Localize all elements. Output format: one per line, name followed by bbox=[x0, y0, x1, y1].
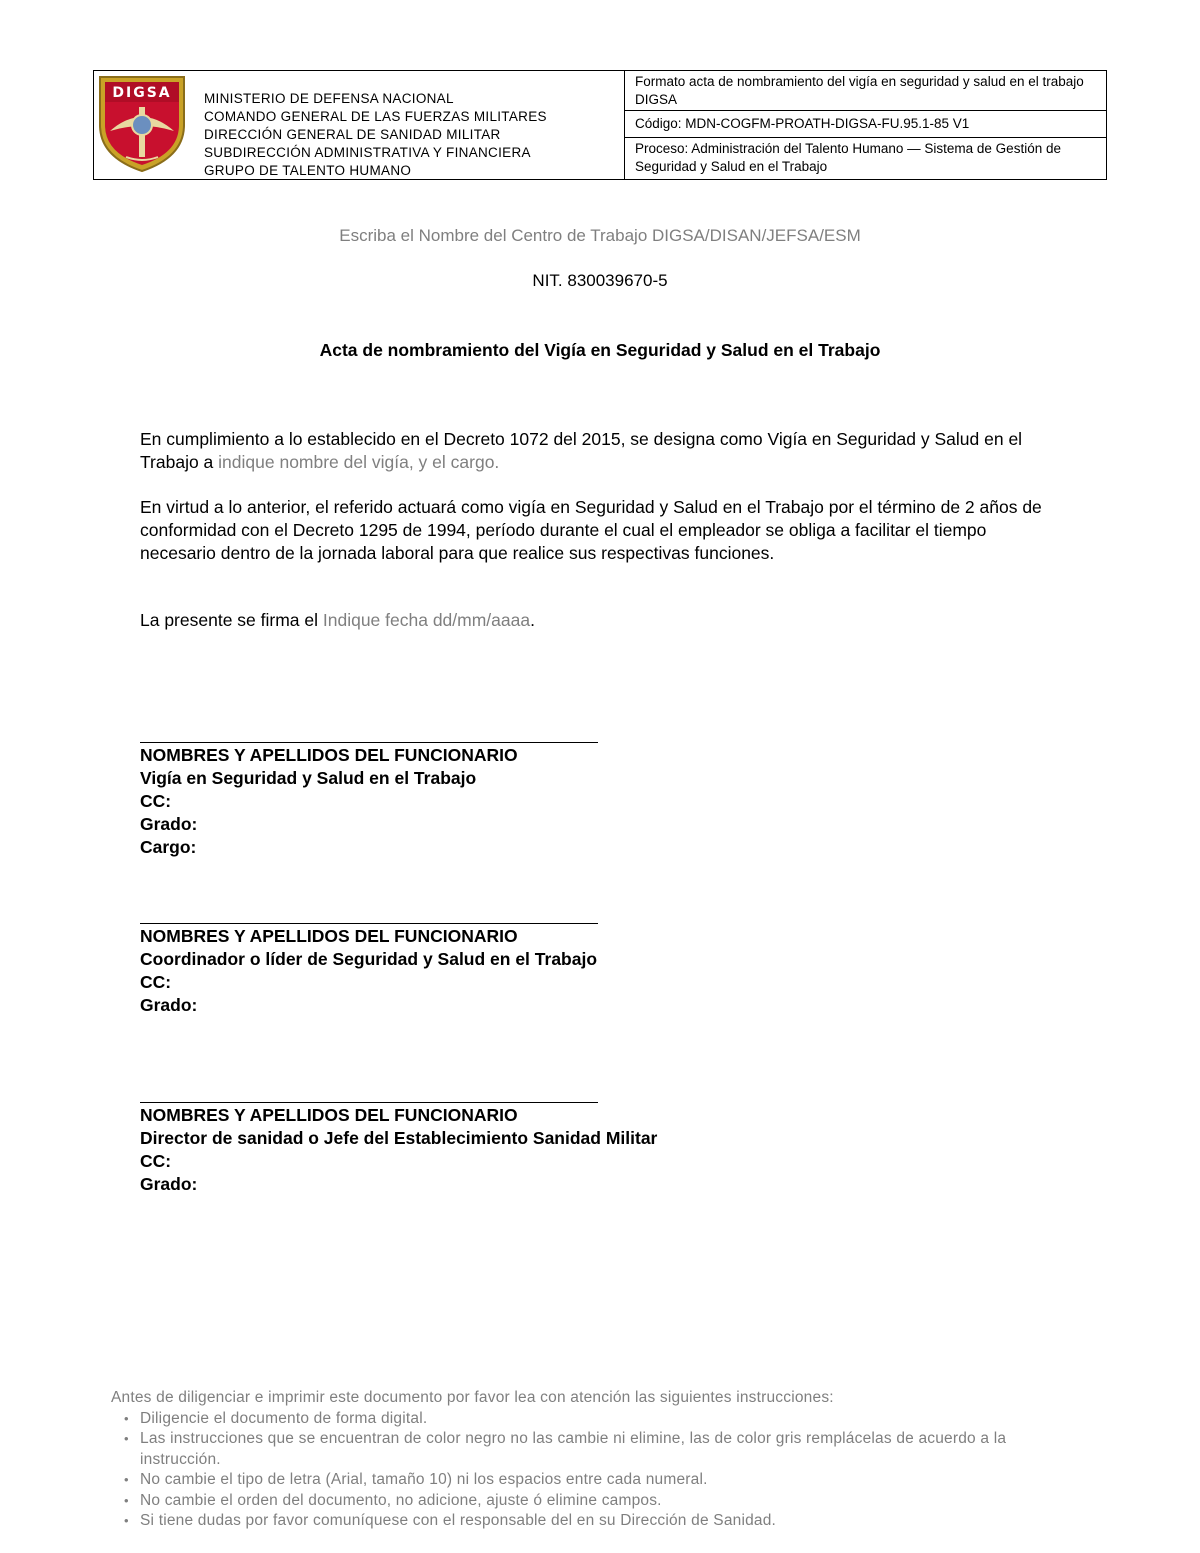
vigia-name-placeholder[interactable]: indique nombre del vigía, y el cargo. bbox=[218, 452, 500, 472]
instructions-block bbox=[111, 1388, 1091, 1532]
paragraph-designation bbox=[140, 428, 1060, 474]
ministry-line: COMANDO GENERAL DE LAS FUERZAS MILITARES bbox=[204, 109, 547, 124]
signature-position: Cargo: bbox=[140, 837, 197, 857]
signature-name: NOMBRES Y APELLIDOS DEL FUNCIONARIO bbox=[140, 745, 518, 765]
signature-line bbox=[140, 742, 598, 743]
digsa-shield-logo bbox=[96, 73, 188, 173]
signature-cc: CC: bbox=[140, 1151, 172, 1171]
signature-cc: CC: bbox=[140, 791, 172, 811]
signature-name: NOMBRES Y APELLIDOS DEL FUNCIONARIO bbox=[140, 1105, 518, 1125]
ministry-text bbox=[204, 90, 547, 180]
instructions-list bbox=[111, 1409, 1091, 1532]
format-code: Código: MDN-COGFM-PROATH-DIGSA-FU.95.1-85 V1 bbox=[625, 111, 1106, 138]
instruction-item: • Las instrucciones que se encuentran de color negro no las cambie ni elimine, las de color gris remplácelas de acuerdo a la instrucción. bbox=[140, 1429, 1091, 1470]
signature-name: NOMBRES Y APELLIDOS DEL FUNCIONARIO bbox=[140, 926, 518, 946]
format-process: Proceso: Administración del Talento Humano — Sistema de Gestión de Seguridad y Salud en el Trabajo bbox=[635, 141, 1061, 174]
signature-grade: Grado: bbox=[140, 995, 198, 1015]
format-title: Formato acta de nombramiento del vigía en seguridad y salud en el trabajo DIGSA bbox=[625, 71, 1106, 111]
logo-text: DIGSA bbox=[112, 85, 172, 101]
signing-date-line bbox=[140, 609, 1060, 632]
ministry-line: MINISTERIO DE DEFENSA NACIONAL bbox=[204, 91, 454, 106]
ministry-line: DIRECCIÓN GENERAL DE SANIDAD MILITAR bbox=[204, 127, 501, 142]
document-header bbox=[93, 70, 1107, 180]
document-title: Acta de nombramiento del Vigía en Seguridad y Salud en el Trabajo bbox=[319, 340, 881, 360]
signing-period: . bbox=[530, 610, 535, 630]
signature-grade: Grado: bbox=[140, 1174, 198, 1194]
header-right-cell bbox=[625, 71, 1106, 179]
signature-cc: CC: bbox=[140, 972, 172, 992]
ministry-line: SUBDIRECCIÓN ADMINISTRATIVA Y FINANCIERA bbox=[204, 145, 531, 160]
paragraph-designation-text: En cumplimiento a lo establecido en el Decreto 1072 del 2015, se designa como Vigía en Seguridad y Salud en el Trabajo a bbox=[140, 429, 1023, 472]
instruction-item: • No cambie el orden del documento, no adicione, ajuste ó elimine campos. bbox=[140, 1491, 1091, 1512]
paragraph-term: En virtud a lo anterior, el referido actuará como vigía en Seguridad y Salud en el Trabajo por el término de 2 años de conformidad con el Decreto 1295 de 1994, período durante el cual el empleador se obliga a facilitar el tiempo necesario dentro de la jornada laboral para que realice sus respectivas funciones. bbox=[140, 497, 1042, 563]
instruction-item: • No cambie el tipo de letra (Arial, tamaño 10) ni los espacios entre cada numeral. bbox=[140, 1470, 1091, 1491]
signature-line bbox=[140, 1102, 598, 1103]
signature-role: Director de sanidad o Jefe del Establecimiento Sanidad Militar bbox=[140, 1128, 658, 1148]
date-placeholder[interactable]: Indique fecha dd/mm/aaaa bbox=[322, 610, 531, 630]
workplace-placeholder[interactable]: Escriba el Nombre del Centro de Trabajo DIGSA/DISAN/JEFSA/ESM bbox=[339, 226, 861, 245]
signature-grade: Grado: bbox=[140, 814, 198, 834]
instruction-item: • Si tiene dudas por favor comuníquese con el responsable del en su Dirección de Sanidad. bbox=[140, 1511, 1091, 1532]
signature-role: Coordinador o líder de Seguridad y Salud en el Trabajo bbox=[140, 949, 598, 969]
signature-block-director bbox=[140, 1104, 657, 1196]
signature-line bbox=[140, 923, 598, 924]
instruction-item: • Diligencie el documento de forma digital. bbox=[140, 1409, 1091, 1430]
signature-block-coordinator bbox=[140, 925, 597, 1017]
nit-text: NIT. 830039670-5 bbox=[532, 271, 668, 290]
header-left-cell bbox=[94, 71, 625, 179]
ministry-line: GRUPO DE TALENTO HUMANO bbox=[204, 163, 412, 178]
signing-text: La presente se firma el bbox=[140, 610, 323, 630]
instructions-intro: Antes de diligenciar e imprimir este documento por favor lea con atención las siguientes instrucciones: bbox=[111, 1389, 834, 1406]
signature-block-vigia bbox=[140, 744, 518, 859]
signature-role: Vigía en Seguridad y Salud en el Trabajo bbox=[140, 768, 477, 788]
